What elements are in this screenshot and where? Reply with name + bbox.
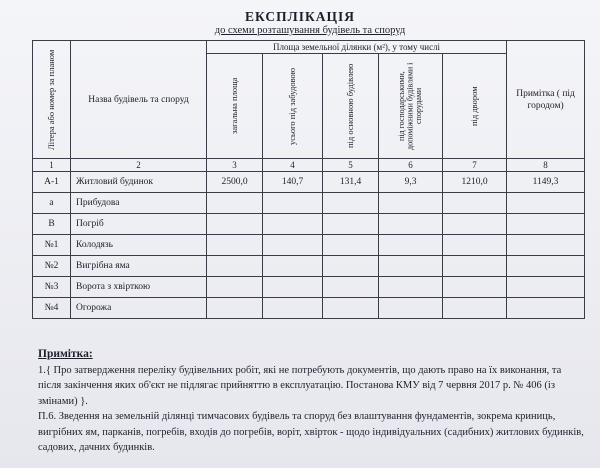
column-number: 6 (379, 159, 443, 172)
cell-main (323, 193, 379, 214)
column-number: 8 (507, 159, 585, 172)
column-number: 7 (443, 159, 507, 172)
cell-name: Вигрібна яма (71, 256, 207, 277)
cell-main (323, 298, 379, 319)
cell-litera: В (33, 214, 71, 235)
cell-note (507, 298, 585, 319)
cell-litera: №4 (33, 298, 71, 319)
notes-paragraph-1: 1.{ Про затвердження переліку будівельних робіт, які не потребують документів, що дають право на їх виконання, та після закінчення яких об'єкт не підлягає прийняттю в експлуатацію. Постанова КМУ від 7 червня 2017 р. № 406 (із змінами) }. (38, 364, 562, 407)
column-number: 3 (207, 159, 263, 172)
cell-total (207, 235, 263, 256)
cell-yard (443, 277, 507, 298)
header-note: Примітка ( під городом) (507, 41, 585, 159)
header-built: усього під забудовою (263, 54, 323, 159)
cell-name: Прибудова (71, 193, 207, 214)
cell-litera: №3 (33, 277, 71, 298)
cell-litera: а (33, 193, 71, 214)
header-litera: Літера або номер за планом (33, 41, 71, 159)
cell-yard (443, 193, 507, 214)
cell-household: 9,3 (379, 172, 443, 193)
cell-main: 131,4 (323, 172, 379, 193)
cell-yard (443, 235, 507, 256)
cell-litera: №1 (33, 235, 71, 256)
column-number: 2 (71, 159, 207, 172)
document-subtitle: до схеми розташування будівель та споруд (214, 25, 406, 36)
cell-built (263, 214, 323, 235)
cell-household (379, 277, 443, 298)
table-row (33, 172, 585, 193)
table-row (33, 214, 585, 235)
column-number: 4 (263, 159, 323, 172)
cell-household (379, 193, 443, 214)
cell-total (207, 256, 263, 277)
column-number: 5 (323, 159, 379, 172)
cell-name: Огорожа (71, 298, 207, 319)
cell-note (507, 214, 585, 235)
cell-total (207, 214, 263, 235)
cell-total (207, 298, 263, 319)
header-area-group: Площа земельної ділянки (м²), у тому числі (207, 41, 507, 54)
cell-built (263, 298, 323, 319)
cell-note (507, 256, 585, 277)
cell-name: Ворота з хвірткою (71, 277, 207, 298)
cell-name: Колодязь (71, 235, 207, 256)
cell-built (263, 256, 323, 277)
header-total: загальна площа (207, 54, 263, 159)
cell-built (263, 193, 323, 214)
cell-built: 140,7 (263, 172, 323, 193)
notes-paragraph-2: П.6. Зведення на земельній ділянці тимчасових будівель та споруд без влаштування фундаментів, зокрема криниць, вигрібних ям, парканів, погребів, входів до погребів, воріт, хвірток - щодо індивідуальних (садибних) житлових будинків, садових, дачних будинків. (38, 411, 584, 453)
cell-household (379, 256, 443, 277)
cell-name: Погріб (71, 214, 207, 235)
header-name: Назва будівель та споруд (71, 41, 207, 159)
document-title: ЕКСПЛІКАЦІЯ (244, 9, 356, 24)
cell-main (323, 277, 379, 298)
cell-main (323, 235, 379, 256)
cell-note (507, 193, 585, 214)
cell-household (379, 214, 443, 235)
header-yard: під двором (443, 54, 507, 159)
cell-total: 2500,0 (207, 172, 263, 193)
explication-table (32, 40, 585, 319)
table-row (33, 298, 585, 319)
header-main: під основною будівлею (323, 54, 379, 159)
notes-title: Примітка: (38, 348, 93, 360)
column-number: 1 (33, 159, 71, 172)
header-household: під господарськими, допоміжними будівлями і спорудами (379, 54, 443, 159)
cell-yard (443, 256, 507, 277)
cell-built (263, 235, 323, 256)
table-row (33, 256, 585, 277)
notes-section (38, 347, 584, 456)
cell-yard (443, 214, 507, 235)
cell-household (379, 235, 443, 256)
cell-household (379, 298, 443, 319)
table-row (33, 277, 585, 298)
cell-name: Житловий будинок (71, 172, 207, 193)
cell-total (207, 193, 263, 214)
cell-note (507, 277, 585, 298)
cell-built (263, 277, 323, 298)
table-row (33, 193, 585, 214)
table-row (33, 235, 585, 256)
cell-yard: 1210,0 (443, 172, 507, 193)
cell-main (323, 256, 379, 277)
cell-main (323, 214, 379, 235)
cell-litera: А-1 (33, 172, 71, 193)
cell-yard (443, 298, 507, 319)
cell-total (207, 277, 263, 298)
cell-note (507, 235, 585, 256)
cell-litera: №2 (33, 256, 71, 277)
cell-note: 1149,3 (507, 172, 585, 193)
column-numbers-row (33, 159, 585, 172)
